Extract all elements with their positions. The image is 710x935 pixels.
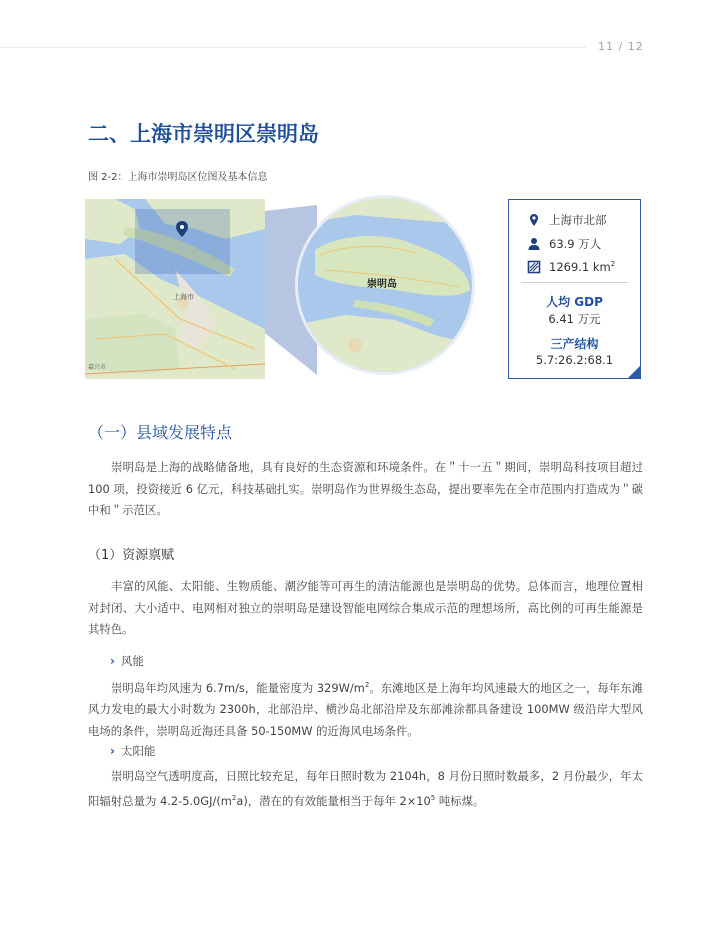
gdp-value: 6.41 万元 — [548, 312, 601, 326]
section-title: 二、上海市崇明区崇明岛 — [88, 122, 319, 146]
map-pin-icon — [527, 213, 541, 227]
info-box — [508, 199, 641, 379]
area-icon — [527, 260, 541, 274]
info-population-text: 63.9 万人 — [549, 237, 602, 251]
intro-paragraph: 崇明岛是上海的战略储备地，具有良好的生态资源和环境条件。在＂十一五＂期间，崇明岛科技项目超过 100 项，投资接近 6 亿元，科技基础扎实。崇明岛作为世界级生态岛，提出要率先在全市范围内打造成为＂碳中和＂示范区。 — [88, 460, 643, 517]
structure-value: 5.7:26.2:68.1 — [535, 353, 614, 367]
info-area-text: 1269.1 $km^2$ — [549, 260, 616, 274]
map-label-region: 嘉兴市 — [88, 364, 107, 371]
shanghai-map — [85, 199, 265, 379]
wind-title: 风能 — [120, 654, 144, 668]
solar-title: 太阳能 — [120, 744, 156, 758]
header-divider — [0, 47, 585, 48]
figure-caption: 图 2-2：上海市崇明岛区位图及基本信息 — [88, 172, 268, 183]
info-area — [527, 260, 615, 274]
resources-paragraph: 丰富的风能、太阳能、生物质能、潮汐能等可再生的清洁能源也是崇明岛的优势。总体而言，地理位置相对封闭、大小适中、电网相对独立的崇明岛是建设智能电网综合集成示范的理想场所，高比例的可再生能源是其特色。 — [88, 579, 643, 636]
map-label-island: 崇明岛 — [367, 279, 397, 290]
info-location — [527, 212, 607, 228]
resources-title: （1）资源禀赋 — [88, 548, 175, 563]
page-number: 11 / 12 — [598, 40, 644, 53]
info-location-text: 上海市北部 — [549, 213, 607, 227]
solar-paragraph: 崇明岛空气透明度高，日照比较充足，每年日照时数为 2104h，8 月份日照时数最多，2 月份最少，年太阳辐射总量为 $4.2-5.0GJ/(m^2a)$，潜在的有效能量相当于每年 $2\times 10^5$ 吨标煤。 — [88, 769, 643, 808]
chevron-right-icon: › — [110, 654, 115, 668]
wind-paragraph: 崇明岛年均风速为 6.7m/s，能量密度为 $329W/m^2$。东滩地区是上海年均风速最大的地区之一，每年东滩风力发电的最大小时数为 2300h，北部沿岸、横沙岛北部沿岸及东部滩涂都具备建设 100MW 级沿岸大型风电场的条件，崇明岛近海还具备 50-150MW 的近海风电场条件。 — [88, 680, 643, 738]
structure-label: 三产结构 — [550, 337, 599, 351]
solar-heading — [110, 743, 155, 759]
subsection-title: （一）县域发展特点 — [88, 423, 233, 442]
person-icon — [527, 237, 541, 251]
info-population — [527, 236, 601, 252]
box-corner-decoration — [627, 365, 641, 379]
wind-heading — [110, 653, 144, 669]
map-label-city: 上海市 — [173, 293, 194, 301]
figure-maps — [85, 195, 485, 387]
info-divider — [521, 282, 628, 283]
gdp-label: 人均 GDP — [546, 295, 603, 309]
chongming-zoom-map — [295, 195, 475, 375]
chevron-right-icon: › — [110, 744, 115, 758]
